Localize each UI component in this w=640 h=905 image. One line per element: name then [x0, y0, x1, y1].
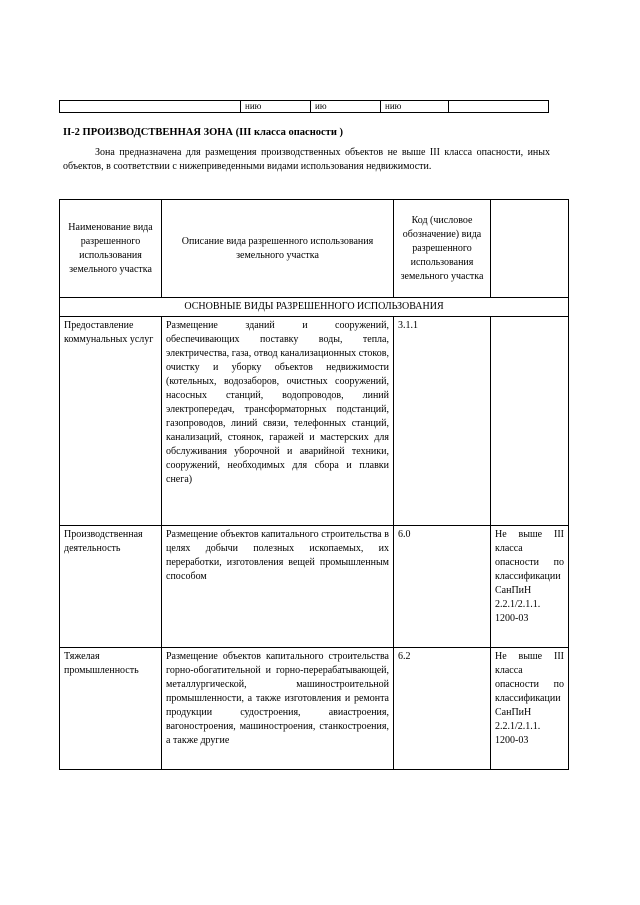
header-code: Код (числовое обозначение) вида разрешенного использования земельного участка: [394, 200, 491, 298]
table-row: [60, 317, 569, 526]
table-cell: [449, 101, 549, 113]
use-name: Тяжелая промышленность: [60, 648, 162, 770]
zone-description: Зона предназначена для размещения производственных объектов не выше III класса опасности, иных объектов, в соответствии с нижеприведенными видами использования недвижимости.: [63, 147, 550, 172]
table-row: [60, 526, 569, 648]
table-cell: нию: [241, 101, 311, 113]
header-name: Наименование вида разрешенного использования земельного участка: [60, 200, 162, 298]
use-note: Не выше III класса опасности по классификации СанПиН 2.2.1/2.1.1. 1200-03: [491, 526, 569, 648]
zone-heading: II-2 ПРОИЗВОДСТВЕННАЯ ЗОНА (III класса опасности ): [63, 127, 344, 138]
land-use-table: [59, 199, 569, 770]
table-cell: [60, 101, 241, 113]
section-title: ОСНОВНЫЕ ВИДЫ РАЗРЕШЕННОГО ИСПОЛЬЗОВАНИЯ: [60, 298, 569, 317]
use-code: 6.2: [394, 648, 491, 770]
use-name: Предоставление коммунальных услуг: [60, 317, 162, 526]
use-name: Производственная деятельность: [60, 526, 162, 648]
header-note: [491, 200, 569, 298]
use-code: 3.1.1: [394, 317, 491, 526]
use-code: 6.0: [394, 526, 491, 648]
use-description: Размещение объектов капитального строительства горно-обогатительной и горно-перерабатывающей, металлургической, машиностроительной промышленности, а также изготовления и ремонта продукции судостроения, авиастроения, вагоностроения, машиностроения, станкостроения, а также другие: [162, 648, 394, 770]
previous-table-fragment: [59, 100, 549, 113]
table-row: [60, 648, 569, 770]
table-cell: нию: [381, 101, 449, 113]
table-header-row: [60, 200, 569, 298]
section-row: [60, 298, 569, 317]
header-description: Описание вида разрешенного использования земельного участка: [162, 200, 394, 298]
use-note: [491, 317, 569, 526]
use-note: Не выше III класса опасности по классификации СанПиН 2.2.1/2.1.1. 1200-03: [491, 648, 569, 770]
use-description: Размещение объектов капитального строительства в целях добычи полезных ископаемых, их переработки, изготовления вещей промышленным способом: [162, 526, 394, 648]
table-row: [60, 101, 549, 113]
table-cell: ию: [311, 101, 381, 113]
use-description: Размещение зданий и сооружений, обеспечивающих поставку воды, тепла, электричества, газа, отвод канализационных стоков, очистку и уборку объектов недвижимости (котельных, водозаборов, очистных сооружений, насосных станций, водопроводов, линий электропередач, трансформаторных подстанций, газопроводов, линий связи, телефонных станций, канализаций, стоянок, гаражей и мастерских для обслуживания уборочной и аварийной техники, сооружений, необходимых для сбора и плавки снега): [162, 317, 394, 526]
